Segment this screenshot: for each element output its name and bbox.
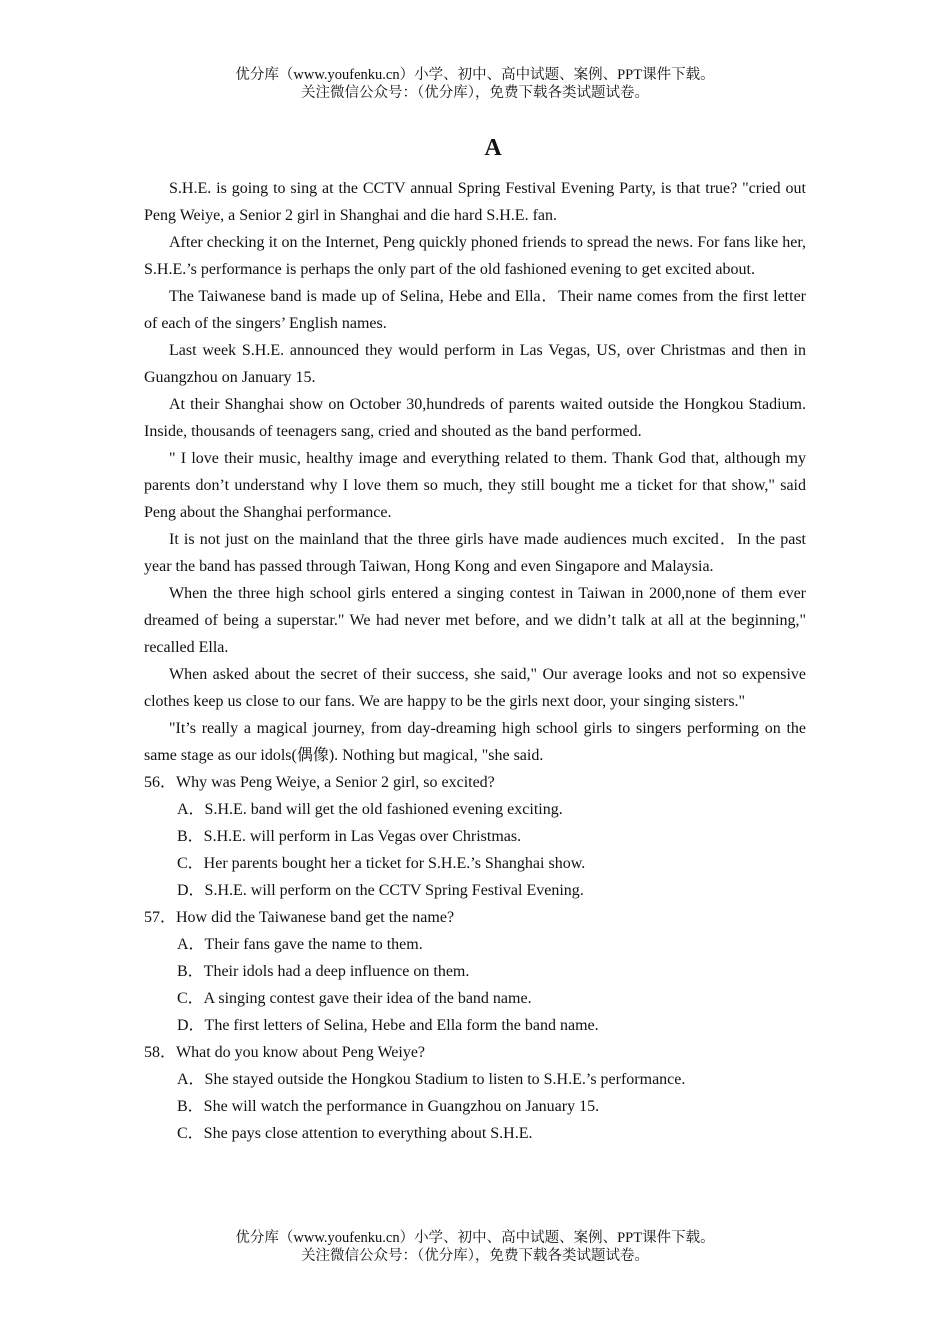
paragraph: It is not just on the mainland that the three girls have made audiences much excited．In the past year the band has passed through Taiwan, Hong Kong and even Singapore and Malaysia. (144, 531, 806, 575)
paragraph: The Taiwanese band is made up of Selina, Hebe and Ella．Their name comes from the first letter of each of the singers’ English names. (144, 288, 806, 332)
question-58 (144, 1039, 806, 1147)
option-c: C．She pays close attention to everything about S.H.E. (177, 1125, 533, 1142)
question-stem: 56．Why was Peng Weiye, a Senior 2 girl, so excited? (144, 774, 495, 791)
option-d: D．S.H.E. will perform on the CCTV Spring Festival Evening. (177, 882, 584, 899)
footer-line-1: 优分库（www.youfenku.cn）小学、初中、高中试题、案例、PPT课件下载。 (235, 1230, 715, 1246)
paragraph: " I love their music, healthy image and everything related to them. Thank God that, although my parents don’t understand why I love them so much, they still bought me a ticket for that show," said Peng about the Shanghai performance. (144, 450, 806, 521)
option-b: B．Their idols had a deep influence on them. (177, 963, 470, 980)
paragraph: Last week S.H.E. announced they would perform in Las Vegas, US, over Christmas and then in Guangzhou on January 15. (144, 342, 806, 386)
option-c: C．Her parents bought her a ticket for S.H.E.’s Shanghai show. (177, 855, 586, 872)
paragraph: After checking it on the Internet, Peng quickly phoned friends to spread the news. For fans like her, S.H.E.’s performance is perhaps the only part of the old fashioned evening to get excited about. (144, 234, 806, 278)
header-line-2: 关注微信公众号：（优分库），免费下载各类试题试卷。 (301, 85, 649, 101)
paragraph: At their Shanghai show on October 30,hundreds of parents waited outside the Hongkou Stadium. Inside, thousands of teenagers sang, cried and shouted as the band performed. (144, 396, 806, 440)
paragraph: When asked about the secret of their success, she said," Our average looks and not so expensive clothes keep us close to our fans. We are happy to be the girls next door, your singing sisters." (144, 666, 806, 710)
footer-line-2: 关注微信公众号：（优分库），免费下载各类试题试卷。 (301, 1248, 649, 1264)
page-footer (0, 1229, 950, 1265)
question-stem: 58．What do you know about Peng Weiye? (144, 1044, 426, 1061)
option-a: A．S.H.E. band will get the old fashioned evening exciting. (177, 801, 563, 818)
paragraph: "It’s really a magical journey, from day-dreaming high school girls to singers performing on the same stage as our idols(偶像). Nothing but magical, "she said. (144, 720, 806, 764)
section-title: A (484, 135, 502, 161)
paragraph: S.H.E. is going to sing at the CCTV annual Spring Festival Evening Party, is that true? "cried out Peng Weiye, a Senior 2 girl in Shanghai and die hard S.H.E. fan. (144, 180, 806, 224)
option-c: C．A singing contest gave their idea of the band name. (177, 990, 532, 1007)
option-a: A．Their fans gave the name to them. (177, 936, 423, 953)
option-b: B．S.H.E. will perform in Las Vegas over Christmas. (177, 828, 522, 845)
reading-passage (144, 175, 806, 1147)
paragraph: When the three high school girls entered a singing contest in Taiwan in 2000,none of them ever dreamed of being a superstar." We had never met before, and we didn’t talk at all at the beginning," recalled Ella. (144, 585, 806, 656)
option-b: B．She will watch the performance in Guangzhou on January 15. (177, 1098, 600, 1115)
option-d: D．The first letters of Selina, Hebe and Ella form the band name. (177, 1017, 599, 1034)
page-header (0, 66, 950, 102)
option-a: A．She stayed outside the Hongkou Stadium to listen to S.H.E.’s performance. (177, 1071, 686, 1088)
question-stem: 57．How did the Taiwanese band get the name? (144, 909, 455, 926)
question-56 (144, 769, 806, 904)
header-line-1: 优分库（www.youfenku.cn）小学、初中、高中试题、案例、PPT课件下载。 (235, 67, 715, 83)
question-57 (144, 904, 806, 1039)
